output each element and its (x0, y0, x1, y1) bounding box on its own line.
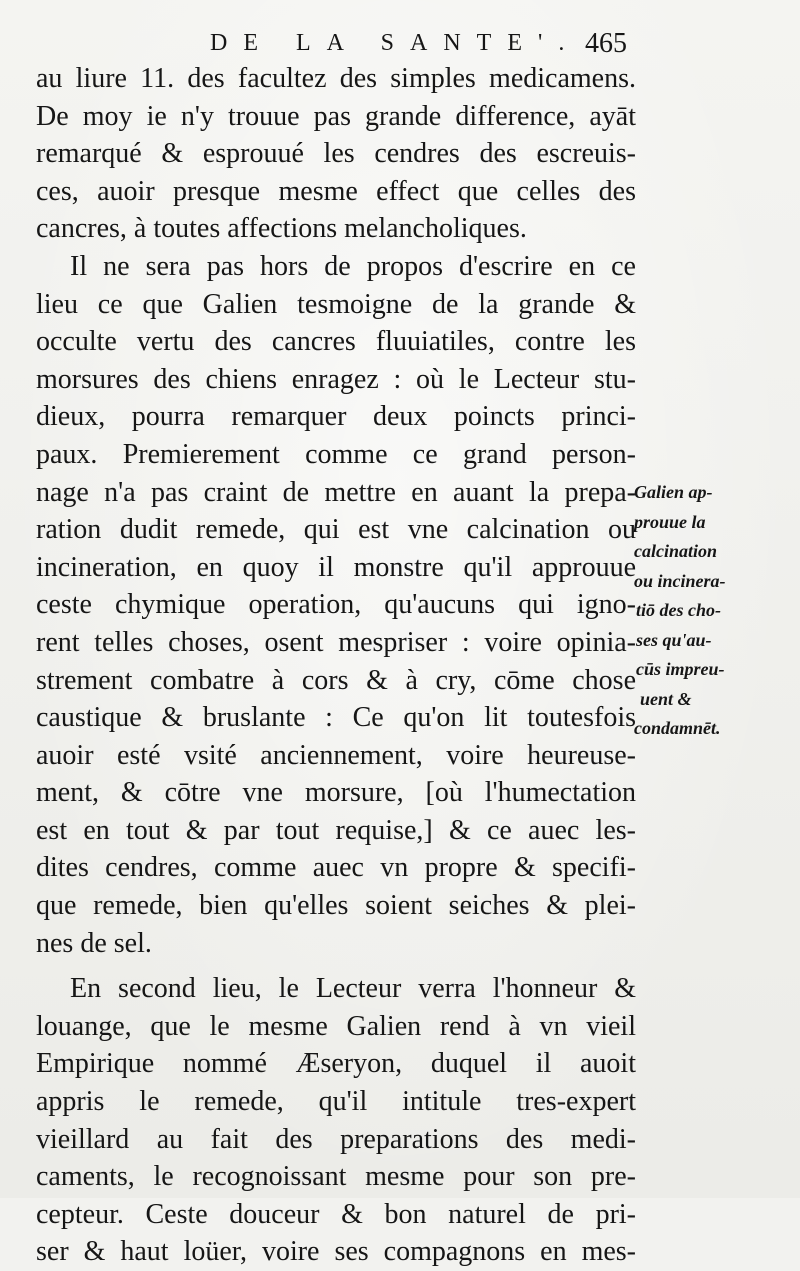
text-line: ment, & cōtre vne morsure, [où l'humectation (36, 777, 636, 809)
text-line: strement combatre à cors & à cry, cōme chose (36, 664, 636, 696)
body-text (36, 60, 636, 1271)
text-line: dites cendres, comme auec vn propre & specifi- (36, 852, 636, 884)
text-line: caments, le recognoissant mesme pour son pre- (36, 1161, 636, 1193)
text-line: appris le remede, qu'il intitule tres-expert (36, 1086, 636, 1118)
text-line: vieillard au fait des preparations des medi- (36, 1123, 636, 1155)
margin-note-line: calcination (634, 541, 718, 561)
text-line: cepteur. Ceste douceur & bon naturel de pri- (36, 1198, 636, 1230)
text-line: De moy ie n'y trouue pas grande difference, ayāt (36, 100, 636, 132)
paragraph-start-line: En second lieu, le Lecteur verra l'honneur & (70, 973, 636, 1005)
text-line: nage n'a pas craint de mettre en auant la prepa- (36, 476, 636, 508)
margin-note-line: ses qu'au- (636, 629, 712, 650)
paragraph-start-line: Il ne sera pas hors de propos d'escrire en ce (70, 250, 636, 282)
margin-note-line: condamnēt. (634, 718, 721, 738)
text-line: caustique & bruslante : Ce qu'on lit toutesfois (36, 702, 636, 734)
text-line: dieux, pourra remarquer deux poincts princi- (36, 401, 636, 433)
text-line: ceste chymique operation, qu'aucuns qui igno- (36, 589, 636, 621)
text-line: cancres, à toutes affections melancholiques. (36, 213, 527, 245)
text-line: Empirique nommé Æseryon, duquel il auoit (36, 1048, 636, 1080)
margin-note-line: ou incinera- (634, 570, 726, 591)
text-line: morsures des chiens enragez : où le Lecteur stu- (36, 363, 636, 395)
text-line: auoir esté vsité anciennement, voire heureuse- (36, 739, 636, 771)
text-line: paux. Premierement comme ce grand person- (36, 438, 636, 470)
text-line: lieu ce que Galien tesmoigne de la grande & (36, 288, 636, 320)
running-head: DE LA SANTE'. (210, 30, 581, 56)
page-number: 465 (585, 28, 627, 59)
margin-note-line: uent & (640, 688, 692, 709)
text-line: au liure 11. des facultez des simples medicamens. (36, 63, 636, 94)
text-line: ser & haut loüer, voire ses compagnons en mes- (36, 1236, 636, 1268)
text-line: occulte vertu des cancres fluuiatiles, contre les (36, 326, 636, 358)
text-line: que remede, bien qu'elles soient seiches & plei- (36, 890, 636, 922)
margin-note-line: tiō des cho- (636, 600, 721, 620)
margin-note-line: cūs impreu- (636, 659, 725, 679)
text-line: ces, auoir presque mesme effect que celles des (36, 175, 636, 207)
text-line: remarqué & esprouué les cendres des escreuis- (36, 138, 636, 170)
text-line: rent telles choses, osent mespriser : voire opinia- (36, 626, 636, 658)
margin-note-line: Galien ap- (634, 482, 713, 502)
text-line: est en tout & par tout requise,] & ce auec les- (36, 814, 636, 846)
text-line: incineration, en quoy il monstre qu'il approuue (36, 551, 636, 583)
text-line: nes de sel. (36, 927, 152, 959)
margin-note-line: prouue la (634, 511, 706, 532)
text-line: louange, que le mesme Galien rend à vn vieil (36, 1010, 636, 1042)
text-line: ration dudit remede, qui est vne calcination ou (36, 514, 636, 546)
margin-note (634, 478, 794, 744)
